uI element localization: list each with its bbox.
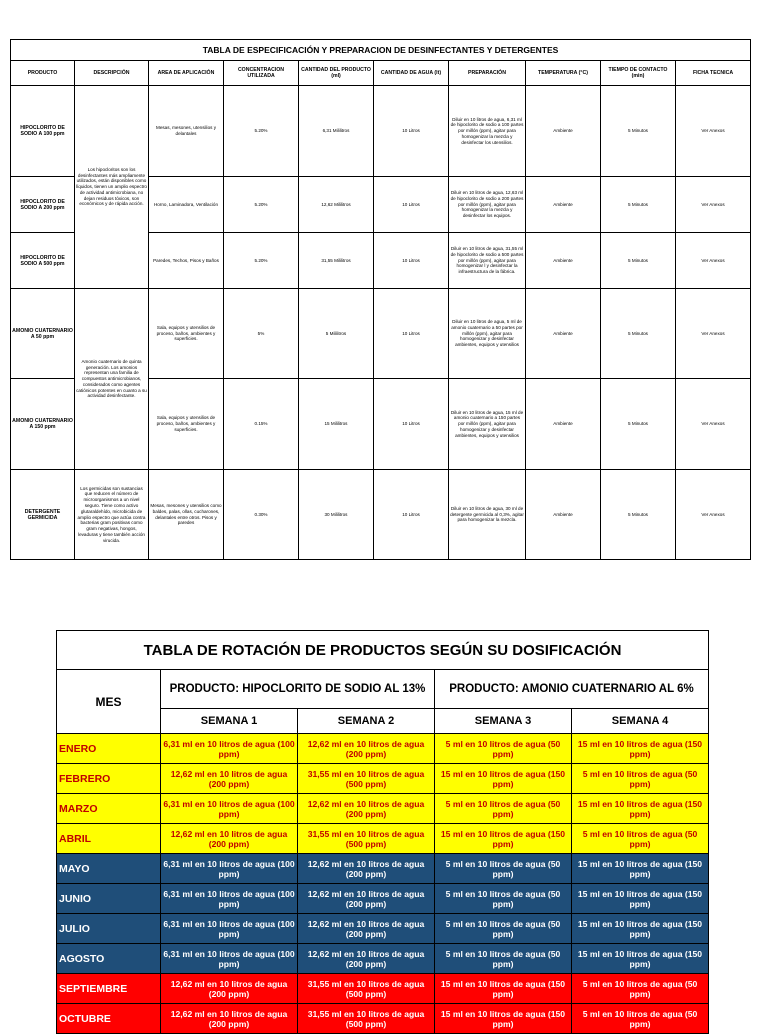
rotation-table-title: TABLA DE ROTACIÓN DE PRODUCTOS SEGÚN SU DOSIFICACIÓN xyxy=(57,631,709,670)
dosage-cell: 15 ml en 10 litros de agua (150 ppm) xyxy=(435,974,572,1004)
table-row xyxy=(57,1004,709,1034)
product-amount: 15 Mililitros xyxy=(299,379,374,470)
technical-sheet-link[interactable]: Ver Anexos xyxy=(676,289,751,379)
table-row xyxy=(11,289,751,379)
dosage-cell: 15 ml en 10 litros de agua (150 ppm) xyxy=(572,854,709,884)
month-cell: ABRIL xyxy=(57,824,161,854)
preparation: Diluir en 10 litros de agua, 5 ml de amonio cuaternario a 50 partes por millón (ppm), agitar para homogenizar y desinfectar ambientes, equipos y utensilios xyxy=(449,289,526,379)
dosage-cell: 12,62 ml en 10 litros de agua (200 ppm) xyxy=(161,824,298,854)
week-header: SEMANA 3 xyxy=(435,709,572,734)
table-row xyxy=(57,914,709,944)
dosage-cell: 6,31 ml en 10 litros de agua (100 ppm) xyxy=(161,854,298,884)
column-header: CANTIDAD DE AGUA (lt) xyxy=(374,61,449,86)
dosage-cell: 15 ml en 10 litros de agua (150 ppm) xyxy=(435,1004,572,1034)
column-header: AREA DE APLICACIÓN xyxy=(149,61,224,86)
dosage-cell: 15 ml en 10 litros de agua (150 ppm) xyxy=(435,764,572,794)
month-cell: MAYO xyxy=(57,854,161,884)
water-amount: 10 Litros xyxy=(374,470,449,560)
table-row xyxy=(57,734,709,764)
application-area: Horno, Laminadora, Ventilación xyxy=(149,177,224,233)
dosage-cell: 12,62 ml en 10 litros de agua (200 ppm) xyxy=(298,944,435,974)
temperature: Ambiente xyxy=(526,470,601,560)
week-header: SEMANA 2 xyxy=(298,709,435,734)
product-amount: 30 Mililitros xyxy=(299,470,374,560)
contact-time: 5 Minutos xyxy=(601,379,676,470)
product-name: AMONIO CUATERNARIO A 150 ppm xyxy=(11,379,75,470)
product-name: DETERGENTE GERMICIDA xyxy=(11,470,75,560)
preparation: Diluir en 10 litros de agua, 15 ml de amonio cuaternario a 150 partes por millón (ppm), agitar para homogenizar y desinfectar ambientes, equipos y utensilios xyxy=(449,379,526,470)
table-row xyxy=(11,470,751,560)
product-description: Los germicidas son sustancias que reducen el número de microorganismos a un nivel seguro. Tiene como activo glutaraldehído, microbicida de amplio espectro que actúa contra bacterias gram positivas como gram negativas, hongos, levaduras y tiene también acción virucida. xyxy=(75,470,149,560)
column-header: CONCENTRACION UTILIZADA xyxy=(224,61,299,86)
dosage-cell: 15 ml en 10 litros de agua (150 ppm) xyxy=(572,884,709,914)
preparation: Diluir en 10 litros de agua, 12,63 ml de hipoclorito de sodio a 200 partes por millón (ppm), agitar para homogenizar la mezcla y desinfectar los equipos. xyxy=(449,177,526,233)
month-cell: OCTUBRE xyxy=(57,1004,161,1034)
application-area: Mesas, mesones y utensilios como baldes, palas, ollas, cucharones, delantales entre otros. Pisos y paredes xyxy=(149,470,224,560)
product-header-amonio: PRODUCTO: AMONIO CUATERNARIO AL 6% xyxy=(435,670,709,709)
concentration: 5.20% xyxy=(224,177,299,233)
dosage-cell: 15 ml en 10 litros de agua (150 ppm) xyxy=(572,794,709,824)
water-amount: 10 Litros xyxy=(374,289,449,379)
product-description: Amonio cuaternario de quinta generación. Los amonios representan una familia de compuestos antimicrobianos, considerados como agentes catiónicos potentes en cuanto a su actividad desinfectante. xyxy=(75,289,149,470)
water-amount: 10 Litros xyxy=(374,379,449,470)
contact-time: 5 Minutos xyxy=(601,233,676,289)
month-cell: JUNIO xyxy=(57,884,161,914)
dosage-cell: 5 ml en 10 litros de agua (50 ppm) xyxy=(572,764,709,794)
product-description: Los hipocloritos son los desinfectantes más ampliamente utilizados, están disponibles como líquidos, tienen un amplio espectro de actividad antimicrobiana, no dejan residuos tóxicos, son económicos y de rápida acción. xyxy=(75,86,149,289)
product-amount: 31,55 Mililitros xyxy=(299,233,374,289)
dosage-cell: 5 ml en 10 litros de agua (50 ppm) xyxy=(435,944,572,974)
dosage-cell: 31,55 ml en 10 litros de agua (500 ppm) xyxy=(298,974,435,1004)
column-header: PREPARACIÓN xyxy=(449,61,526,86)
product-name: AMONIO CUATERNARIO A 50 ppm xyxy=(11,289,75,379)
dosage-cell: 15 ml en 10 litros de agua (150 ppm) xyxy=(572,914,709,944)
column-header: PRODUCTO xyxy=(11,61,75,86)
technical-sheet-link[interactable]: Ver Anexos xyxy=(676,233,751,289)
application-area: Sala, equipos y utensilios de proceso, baños, ambientes y superficies. xyxy=(149,379,224,470)
month-cell: AGOSTO xyxy=(57,944,161,974)
dosage-cell: 31,55 ml en 10 litros de agua (500 ppm) xyxy=(298,764,435,794)
temperature: Ambiente xyxy=(526,177,601,233)
dosage-cell: 5 ml en 10 litros de agua (50 ppm) xyxy=(572,824,709,854)
concentration: 5% xyxy=(224,289,299,379)
technical-sheet-link[interactable]: Ver Anexos xyxy=(676,177,751,233)
column-header: TEMPERATURA (°C) xyxy=(526,61,601,86)
table-row xyxy=(57,794,709,824)
dosage-cell: 5 ml en 10 litros de agua (50 ppm) xyxy=(435,854,572,884)
table-row xyxy=(57,764,709,794)
month-cell: JULIO xyxy=(57,914,161,944)
dosage-cell: 5 ml en 10 litros de agua (50 ppm) xyxy=(435,884,572,914)
dosage-cell: 6,31 ml en 10 litros de agua (100 ppm) xyxy=(161,794,298,824)
product-amount: 6,31 Mililitros xyxy=(299,86,374,177)
dosage-cell: 12,62 ml en 10 litros de agua (200 ppm) xyxy=(161,974,298,1004)
application-area: Paredes, Techos, Pisos y Baños xyxy=(149,233,224,289)
dosage-cell: 12,62 ml en 10 litros de agua (200 ppm) xyxy=(298,794,435,824)
dosage-cell: 15 ml en 10 litros de agua (150 ppm) xyxy=(572,944,709,974)
concentration: 5.20% xyxy=(224,233,299,289)
preparation: Diluir en 10 litros de agua, 6,31 ml de hipoclorito de sodio a 100 partes por millón (ppm), agitar para homogenizar la mezcla y desinfectar los utensilios. xyxy=(449,86,526,177)
dosage-cell: 6,31 ml en 10 litros de agua (100 ppm) xyxy=(161,884,298,914)
temperature: Ambiente xyxy=(526,86,601,177)
dosage-cell: 6,31 ml en 10 litros de agua (100 ppm) xyxy=(161,944,298,974)
table-row xyxy=(57,824,709,854)
month-header: MES xyxy=(57,670,161,734)
table-row xyxy=(57,854,709,884)
dosage-cell: 12,62 ml en 10 litros de agua (200 ppm) xyxy=(298,884,435,914)
product-amount: 12,62 Mililitros xyxy=(299,177,374,233)
technical-sheet-link[interactable]: Ver Anexos xyxy=(676,379,751,470)
preparation: Diluir en 10 litros de agua, 30 ml de detergente germicida al 0,3%, agitar para homogenizar la mezcla. xyxy=(449,470,526,560)
dosage-cell: 6,31 ml en 10 litros de agua (100 ppm) xyxy=(161,734,298,764)
concentration: 0.30% xyxy=(224,470,299,560)
week-header: SEMANA 1 xyxy=(161,709,298,734)
dosage-cell: 5 ml en 10 litros de agua (50 ppm) xyxy=(435,794,572,824)
dosage-cell: 5 ml en 10 litros de agua (50 ppm) xyxy=(572,1004,709,1034)
column-header: DESCRIPCIÓN xyxy=(75,61,149,86)
specification-table xyxy=(10,39,751,560)
application-area: Mesas, mesones, utensilios y delantales xyxy=(149,86,224,177)
product-header-hipoclorito: PRODUCTO: HIPOCLORITO DE SODIO AL 13% xyxy=(161,670,435,709)
dosage-cell: 15 ml en 10 litros de agua (150 ppm) xyxy=(572,734,709,764)
dosage-cell: 5 ml en 10 litros de agua (50 ppm) xyxy=(435,914,572,944)
month-cell: ENERO xyxy=(57,734,161,764)
contact-time: 5 Minutos xyxy=(601,177,676,233)
column-header: FICHA TECNICA xyxy=(676,61,751,86)
application-area: Sala, equipos y utensilios de proceso, baños, ambientes y superficies. xyxy=(149,289,224,379)
month-cell: FEBRERO xyxy=(57,764,161,794)
temperature: Ambiente xyxy=(526,233,601,289)
product-amount: 5 Mililitros xyxy=(299,289,374,379)
month-cell: MARZO xyxy=(57,794,161,824)
concentration: 0.15% xyxy=(224,379,299,470)
product-name: HIPOCLORITO DE SODIO A 100 ppm xyxy=(11,86,75,177)
table-row xyxy=(11,86,751,177)
column-header: TIEMPO DE CONTACTO (min) xyxy=(601,61,676,86)
dosage-cell: 5 ml en 10 litros de agua (50 ppm) xyxy=(435,734,572,764)
product-name: HIPOCLORITO DE SODIO A 200 ppm xyxy=(11,177,75,233)
dosage-cell: 5 ml en 10 litros de agua (50 ppm) xyxy=(572,974,709,1004)
table-row xyxy=(57,944,709,974)
technical-sheet-link[interactable]: Ver Anexos xyxy=(676,86,751,177)
preparation: Diluir en 10 litros de agua, 31,55 ml de hipoclorito de sodio a 500 partes por millón (ppm), agitar para homogenizar l y desinfectar la infraestructura de la fábrica. xyxy=(449,233,526,289)
dosage-cell: 31,55 ml en 10 litros de agua (500 ppm) xyxy=(298,824,435,854)
dosage-cell: 12,62 ml en 10 litros de agua (200 ppm) xyxy=(161,764,298,794)
month-cell: SEPTIEMBRE xyxy=(57,974,161,1004)
contact-time: 5 Minutos xyxy=(601,470,676,560)
dosage-cell: 31,55 ml en 10 litros de agua (500 ppm) xyxy=(298,1004,435,1034)
dosage-cell: 12,62 ml en 10 litros de agua (200 ppm) xyxy=(298,854,435,884)
week-header: SEMANA 4 xyxy=(572,709,709,734)
contact-time: 5 Minutos xyxy=(601,86,676,177)
water-amount: 10 Litros xyxy=(374,177,449,233)
product-name: HIPOCLORITO DE SODIO A 500 ppm xyxy=(11,233,75,289)
temperature: Ambiente xyxy=(526,379,601,470)
dosage-cell: 6,31 ml en 10 litros de agua (100 ppm) xyxy=(161,914,298,944)
specification-table-title: TABLA DE ESPECIFICACIÓN Y PREPARACION DE DESINFECTANTES Y DETERGENTES xyxy=(11,40,751,61)
dosage-cell: 12,62 ml en 10 litros de agua (200 ppm) xyxy=(298,914,435,944)
water-amount: 10 Litros xyxy=(374,86,449,177)
dosage-cell: 12,62 ml en 10 litros de agua (200 ppm) xyxy=(298,734,435,764)
table-row xyxy=(57,884,709,914)
temperature: Ambiente xyxy=(526,289,601,379)
technical-sheet-link[interactable]: Ver Anexos xyxy=(676,470,751,560)
concentration: 5.20% xyxy=(224,86,299,177)
dosage-cell: 12,62 ml en 10 litros de agua (200 ppm) xyxy=(161,1004,298,1034)
column-header: CANTIDAD DEL PRODUCTO (ml) xyxy=(299,61,374,86)
dosage-cell: 15 ml en 10 litros de agua (150 ppm) xyxy=(435,824,572,854)
rotation-table xyxy=(56,630,709,1034)
water-amount: 10 Litros xyxy=(374,233,449,289)
contact-time: 5 Minutos xyxy=(601,289,676,379)
table-row xyxy=(57,974,709,1004)
